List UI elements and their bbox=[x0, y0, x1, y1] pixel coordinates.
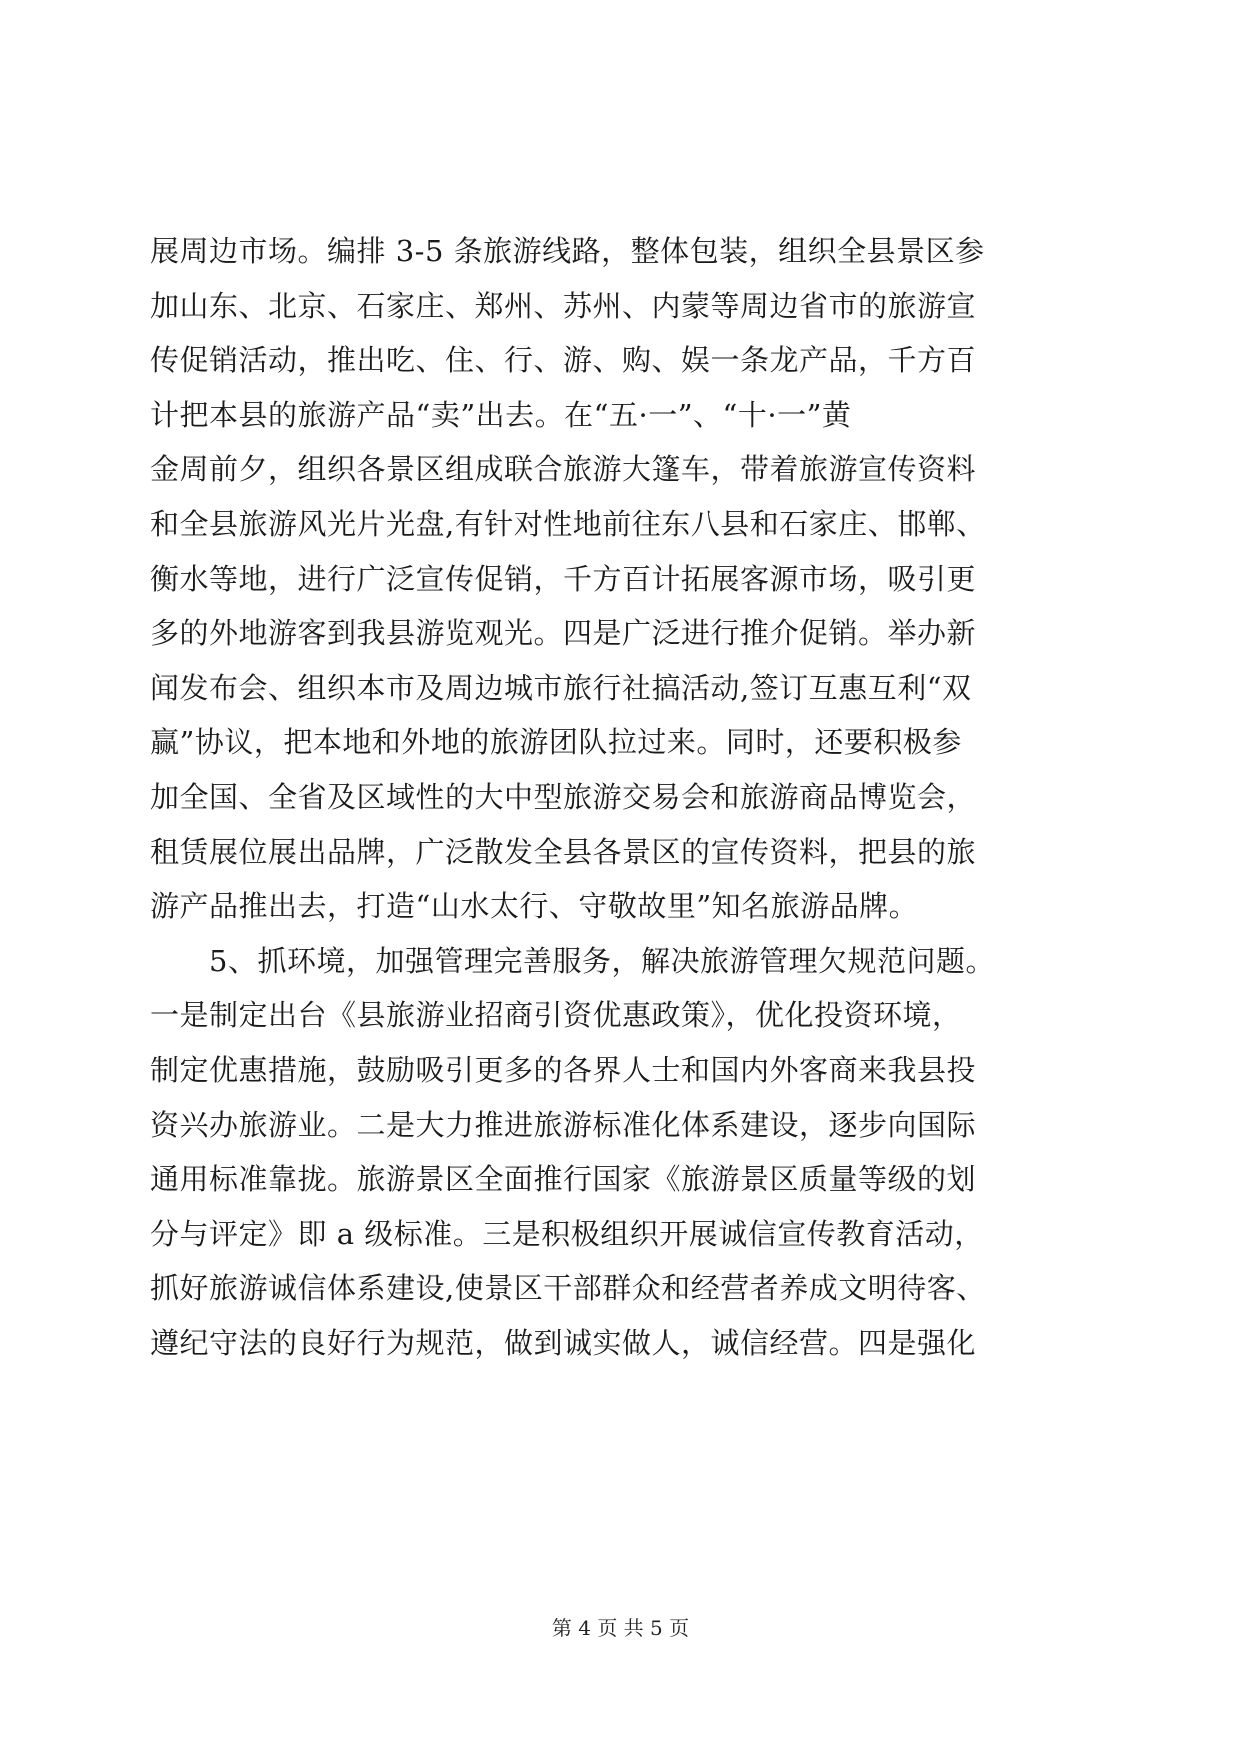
text-line: 租赁展位展出品牌，广泛散发全县各景区的宣传资料，把县的旅 bbox=[150, 834, 977, 869]
text-line: 加山东、北京、石家庄、郑州、苏州、内蒙等周边省市的旅游宣 bbox=[150, 288, 977, 323]
text-line: 赢”协议，把本地和外地的旅游团队拉过来。同时，还要积极参 bbox=[150, 725, 962, 760]
text-line: 金周前夕，组织各景区组成联合旅游大篷车，带着旅游宣传资料 bbox=[150, 452, 977, 487]
text-line: 抓好旅游诚信体系建设,使景区干部群众和经营者养成文明待客、 bbox=[150, 1271, 986, 1306]
text-line: 制定优惠措施，鼓励吸引更多的各界人士和国内外客商来我县投 bbox=[150, 1052, 977, 1087]
text-line: 加全国、全省及区域性的大中型旅游交易会和旅游商品博览会， bbox=[150, 779, 977, 814]
text-line: 衡水等地，进行广泛宣传促销，千方百计拓展客源市场，吸引更 bbox=[150, 561, 977, 596]
text-line: 计把本县的旅游产品“卖”出去。在“五·一”、“十·一”黄 bbox=[150, 397, 852, 432]
text-line: 遵纪守法的良好行为规范，做到诚实做人，诚信经营。四是强化 bbox=[150, 1325, 977, 1360]
text-line: 游产品推出去，打造“山水太行、守敬故里”知名旅游品牌。 bbox=[150, 889, 919, 924]
text-line: 分与评定》即 a 级标准。三是积极组织开展诚信宣传教育活动， bbox=[150, 1216, 984, 1251]
text-line: 资兴办旅游业。二是大力推进旅游标准化体系建设，逐步向国际 bbox=[150, 1107, 977, 1142]
text-line: 闻发布会、组织本市及周边城市旅行社搞活动,签订互惠互利“双 bbox=[150, 670, 972, 705]
text-line: 多的外地游客到我县游览观光。四是广泛进行推介促销。举办新 bbox=[150, 616, 977, 651]
text-line: 传促销活动，推出吃、住、行、游、购、娱一条龙产品，千方百 bbox=[150, 343, 977, 378]
text-line: 一是制定出台《县旅游业招商引资优惠政策》，优化投资环境， bbox=[150, 998, 962, 1033]
text-line: 5、抓环境，加强管理完善服务，解决旅游管理欠规范问题。 bbox=[150, 943, 995, 978]
text-line: 通用标准靠拢。旅游景区全面推行国家《旅游景区质量等级的划 bbox=[150, 1162, 977, 1197]
text-line: 和全县旅游风光片光盘,有针对性地前往东八县和石家庄、邯郸、 bbox=[150, 506, 986, 541]
body-text bbox=[150, 224, 1090, 1370]
page-number: 第 4 页 共 5 页 bbox=[551, 1616, 690, 1640]
text-line: 展周边市场。编排 3-5 条旅游线路，整体包装，组织全县景区参 bbox=[150, 234, 985, 268]
